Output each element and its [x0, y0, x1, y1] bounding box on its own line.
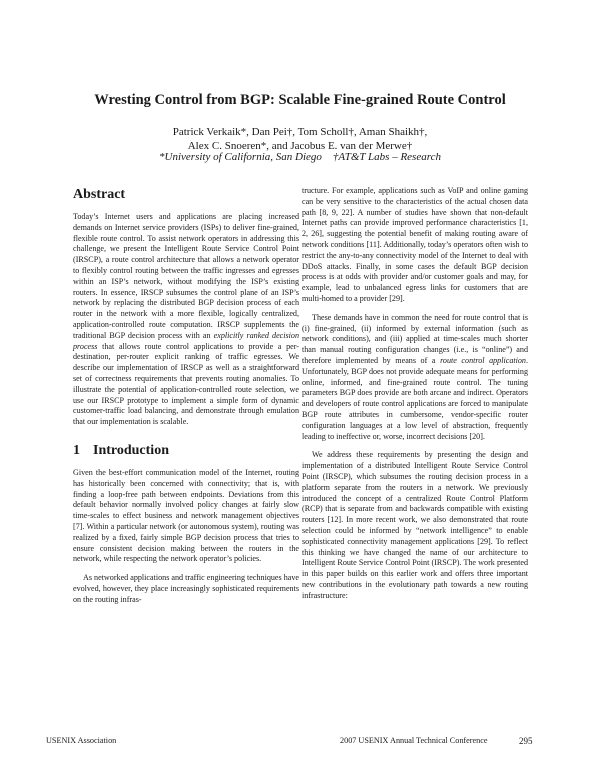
- abstract-text: Today’s Internet users and applications are placing increased demands on Internet service providers (ISPs) to deliver fine-grained, flexible route control. To assist network operators in addressing this challenge, we present the Intelligent Route Service Control Point (IRSCP), a route control architecture that allows a network operator to flexibly control routing between the traffic ingresses and egresses within an ISP’s network, without modifying the ISP’s existing routers. In essence, IRSCP subsumes the control plane of an ISP’s network by replacing the distributed BGP decision process of each router in the network with a more flexible, logically centralized, application-controlled route computation. IRSCP supplements the traditional BGP decision process with an explicitly ranked decision process that allows route control applications to provide a per-destination, per-router explicit ranking of traffic egresses. We describe our implementation of IRSCP as well as a straightforward set of correctness requirements that prevents routing anomalies. To illustrate the potential of application-controlled route selection, we use our IRSCP prototype to implement a simple form of dynamic customer-traffic load balancing, and demonstrate through emulation that our implementation is scalable.: [73, 212, 300, 427]
- right-paragraph-1: tructure. For example, applications such as VoIP and online gaming can be very sensitive to the characteristics of the actual chosen data path [8, 9, 22]. A number of studies have shown that non-default Internet paths can provide improved performance characteristics [1, 2, 26], suggesting the potential benefit of making routing aware of network conditions [11]. Additionally, today’s operators often wish to restrict the any-to-any connectivity model of the Internet to deal with DDoS attacks. Finally, in some cases the default BGP decision process is at odds with provider and/or customer goals and may, for example, lead to unbalanced egress links for customers that are multi-homed to a provider [29].: [302, 186, 528, 303]
- right-paragraph-3: We address these requirements by presenting the design and implementation of a distributed Intelligent Route Service Control Point (IRSCP), which subsumes the routing decision process in a platform separate from the routers in a network. We previously introduced the concept of a centralized Route Control Platform (RCP) that is separate from and backwards compatible with existing routers [12]. In more recent work, we also demonstrated that route selection could be informed by “network intelligence” to enable sophisticated connectivity management applications [29]. To reflect this thinking we have changed the name of our architecture to Intelligent Route Service Control Point (IRSCP). The work presented in this paper builds on this earlier work and offers three important new contributions in the evolutionary path towards a new routing infrastructure:: [302, 450, 528, 600]
- footer-association: USENIX Association: [46, 736, 117, 745]
- authors-line-1: Patrick Verkaik*, Dan Pei†, Tom Scholl†, Aman Shaikh†,: [172, 126, 428, 138]
- right-paragraph-2: These demands have in common the need for route control that is (i) fine-grained, (ii) informed by external information (such as network conditions), and (iii) applied at time-scales much shorter than manual routing configuration changes (i.e., is “online”) and therefore implemented by means of a route control application. Unfortunately, BGP does not provide adequate means for performing online, informed, and fine-grained route control. The tuning parameters BGP does provide are both arcane and indirect. Operators and developers of route control applications are forced to manipulate BGP route attributes in cumbersome, vendor-specific router configuration languages at a low level of abstraction, frequently leading to ineffective or, worse, incorrect decisions [20].: [302, 312, 528, 441]
- affiliations: [0, 151, 600, 163]
- right-column: [302, 186, 528, 609]
- section-number: 1: [73, 442, 80, 458]
- intro-paragraph-1: Given the best-effort communication model of the Internet, routing has historically been concerned with connectivity; that is, with finding a loop-free path between endpoints. Deviations from this default behavior normally involved policy changes at fairly slow time-scales to effect business and network management objectives [7]. Within a particular network (or autonomous system), routing was realized by a fixed, fairly simple BGP decision process that tries to ensure consistent decision making between the routers in the network, while respecting the network operator’s policies.: [73, 467, 299, 564]
- page-number: 295: [519, 736, 533, 746]
- left-column: [73, 186, 299, 614]
- intro-paragraph-2: As networked applications and traffic engineering techniques have evolved, however, they place increasingly sophisticated requirements on the routing infras-: [73, 573, 299, 604]
- introduction-heading: [73, 442, 299, 460]
- route-control-application-emphasis: route control application: [440, 355, 526, 365]
- author-list: [0, 125, 600, 153]
- abstract-emphasis: explicitly ranked decision process: [73, 330, 300, 351]
- paper-title: Wresting Control from BGP: Scalable Fine-grained Route Control: [94, 92, 506, 108]
- affiliation-ucsd: *University of California, San Diego: [159, 151, 322, 163]
- section-title: Introduction: [93, 442, 169, 458]
- affiliation-att: †AT&T Labs – Research: [332, 151, 441, 163]
- footer-conference: 2007 USENIX Annual Technical Conference: [340, 736, 488, 745]
- abstract-heading: Abstract: [73, 187, 126, 202]
- authors-line-2: Alex C. Snoeren*, and Jacobus E. van der Merwe†: [187, 140, 413, 152]
